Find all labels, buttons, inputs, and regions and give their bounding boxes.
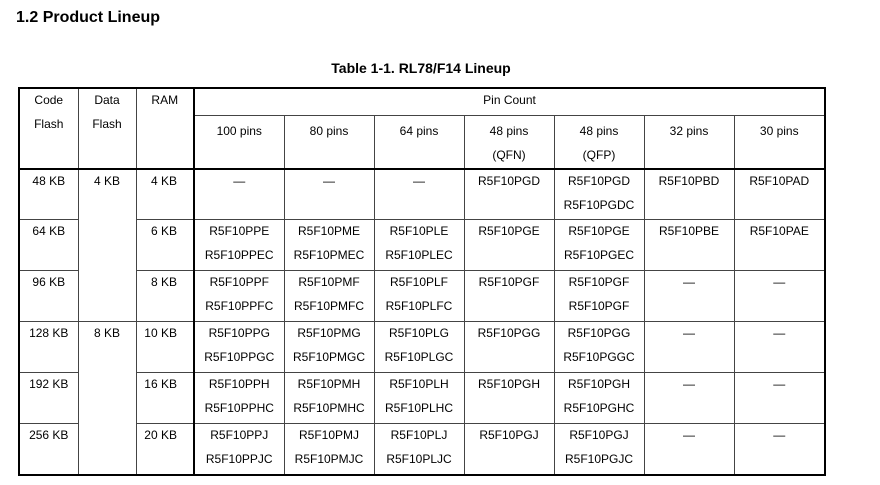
part-number-cell: — (644, 424, 734, 475)
part-number-cell: R5F10PGF R5F10PGF (554, 271, 644, 322)
ram-cell: 8 KB (136, 271, 194, 322)
header-pins-col-6: 30 pins (734, 115, 825, 169)
part-number-cell: R5F10PGE (464, 220, 554, 271)
section-title: 1.2 Product Lineup (16, 9, 161, 26)
part-number-cell: R5F10PMG R5F10PMGC (284, 322, 374, 373)
table-row (19, 373, 825, 424)
ram-cell: 10 KB (136, 322, 194, 373)
part-number-cell: R5F10PAE (734, 220, 825, 271)
part-number-cell: R5F10PME R5F10PMEC (284, 220, 374, 271)
header-pins-col-0: 100 pins (194, 115, 284, 169)
part-number-cell: R5F10PGG R5F10PGGC (554, 322, 644, 373)
part-number-cell: R5F10PGH R5F10PGHC (554, 373, 644, 424)
part-number-cell: — (284, 169, 374, 220)
header-data-flash: Data Flash (78, 88, 136, 169)
ram-cell: 20 KB (136, 424, 194, 475)
ram-cell: 4 KB (136, 169, 194, 220)
ram-cell: 6 KB (136, 220, 194, 271)
part-number-cell: R5F10PLH R5F10PLHC (374, 373, 464, 424)
table-caption: Table 1-1. RL78/F14 Lineup (331, 60, 511, 76)
part-number-cell: R5F10PBE (644, 220, 734, 271)
part-number-cell: R5F10PGJ R5F10PGJC (554, 424, 644, 475)
header-pins-col-4: 48 pins (QFP) (554, 115, 644, 169)
part-number-cell: R5F10PBD (644, 169, 734, 220)
header-pins-col-5: 32 pins (644, 115, 734, 169)
part-number-cell: — (644, 271, 734, 322)
part-number-cell: R5F10PMF R5F10PMFC (284, 271, 374, 322)
lineup-table (18, 87, 826, 476)
code-flash-cell: 128 KB (19, 322, 78, 373)
header-ram: RAM (136, 88, 194, 169)
part-number-cell: R5F10PPE R5F10PPEC (194, 220, 284, 271)
part-number-cell: R5F10PPG R5F10PPGC (194, 322, 284, 373)
part-number-cell: R5F10PLJ R5F10PLJC (374, 424, 464, 475)
header-pins-col-3: 48 pins (QFN) (464, 115, 554, 169)
header-pins-col-2: 64 pins (374, 115, 464, 169)
part-number-cell: R5F10PPJ R5F10PPJC (194, 424, 284, 475)
part-number-cell: — (194, 169, 284, 220)
code-flash-cell: 96 KB (19, 271, 78, 322)
data-flash-cell: 4 KB (78, 169, 136, 322)
part-number-cell: — (734, 424, 825, 475)
part-number-cell: R5F10PGH (464, 373, 554, 424)
part-number-cell: R5F10PPF R5F10PPFC (194, 271, 284, 322)
part-number-cell: R5F10PAD (734, 169, 825, 220)
data-flash-cell: 8 KB (78, 322, 136, 475)
part-number-cell: R5F10PLG R5F10PLGC (374, 322, 464, 373)
part-number-cell: — (644, 373, 734, 424)
header-pins-col-1: 80 pins (284, 115, 374, 169)
part-number-cell: R5F10PGF (464, 271, 554, 322)
part-number-cell: R5F10PLF R5F10PLFC (374, 271, 464, 322)
part-number-cell: R5F10PGD (464, 169, 554, 220)
part-number-cell: R5F10PGG (464, 322, 554, 373)
part-number-cell: R5F10PMJ R5F10PMJC (284, 424, 374, 475)
header-pin-count: Pin Count (194, 88, 825, 115)
code-flash-cell: 64 KB (19, 220, 78, 271)
code-flash-cell: 256 KB (19, 424, 78, 475)
part-number-cell: R5F10PLE R5F10PLEC (374, 220, 464, 271)
table-row (19, 220, 825, 271)
part-number-cell: R5F10PMH R5F10PMHC (284, 373, 374, 424)
part-number-cell: R5F10PGJ (464, 424, 554, 475)
table-row (19, 169, 825, 220)
code-flash-cell: 48 KB (19, 169, 78, 220)
part-number-cell: — (644, 322, 734, 373)
header-code-flash: Code Flash (19, 88, 78, 169)
part-number-cell: — (734, 271, 825, 322)
part-number-cell: R5F10PGD R5F10PGDC (554, 169, 644, 220)
ram-cell: 16 KB (136, 373, 194, 424)
code-flash-cell: 192 KB (19, 373, 78, 424)
part-number-cell: R5F10PGE R5F10PGEC (554, 220, 644, 271)
part-number-cell: R5F10PPH R5F10PPHC (194, 373, 284, 424)
part-number-cell: — (734, 373, 825, 424)
table-row (19, 271, 825, 322)
part-number-cell: — (374, 169, 464, 220)
table-row (19, 424, 825, 475)
part-number-cell: — (734, 322, 825, 373)
table-row (19, 322, 825, 373)
